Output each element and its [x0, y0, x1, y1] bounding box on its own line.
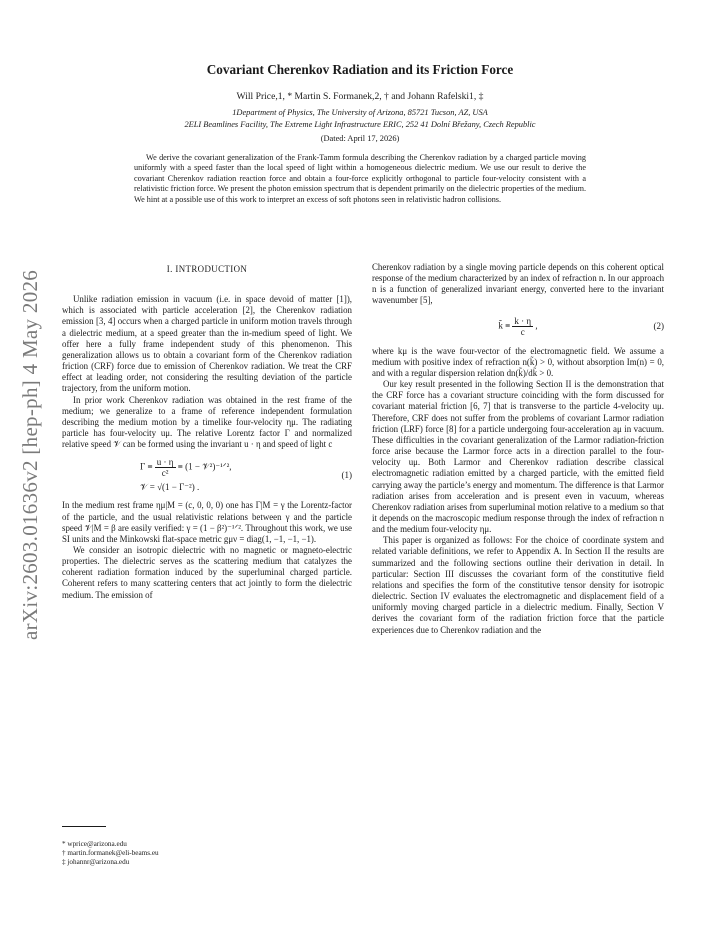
eq1-rhs: ≡ (1 − 𝒱²)⁻¹ᐟ², [177, 461, 232, 472]
right-paragraph-1: Cherenkov radiation by a single moving particle depends on this coherent optical response of the medium characterized by an index of refraction n. In our approach n is a function of generalized invariant energy, converted here to the invariant wavenumber [5], [372, 262, 664, 306]
eq2-denominator: c [520, 326, 525, 337]
date-line: (Dated: April 17, 2026) [320, 134, 400, 143]
author-list: Will Price,1, * Martin S. Formanek,2, † and Johann Rafelski1, ‡ [236, 91, 484, 102]
footnotes [62, 840, 159, 868]
eq1-lhs: Γ ≡ [140, 461, 153, 472]
equation-number-1: (1) [341, 470, 352, 481]
eq1-line-2: 𝒱 = √(1 − Γ⁻²) . [140, 482, 200, 493]
footnote-1: * wprice@arizona.edu [62, 840, 127, 848]
equation-1 [62, 457, 352, 493]
intro-paragraph-2: In prior work Cherenkov radiation was obtained in the rest frame of the medium; we generalize to a frame of reference independent formulation describing the medium motion by a timelike four-velocity ημ. The radiating particle has four-velocity uμ. The relative Lorentz factor Γ and normalized relative speed 𝒱 can be formed using the invariant u · η and speed of light c [62, 394, 352, 450]
equation-2 [372, 316, 664, 337]
section-heading: I. INTRODUCTION [166, 264, 248, 274]
arxiv-identifier: arXiv:2603.01636v2 [hep-ph] 4 May 2026 [18, 269, 42, 640]
footnote-2: † martin.formanek@eli-beams.eu [62, 849, 159, 858]
right-paragraph-2: where kμ is the wave four-vector of the electromagnetic field. We assume a medium with positive index of refraction n(k̃) > 0, without absorption Im(n) = 0, and with a regular dispersion relation dn(k̃)/dk̃ > 0. [372, 345, 664, 378]
intro-paragraph-3: In the medium rest frame ημ|M = (c, 0, 0, 0) one has Γ|M = γ the Lorentz-factor of the particle, and the usual relativistic relations between γ and the particle speed 𝒱|M = β are easily verified: γ = (1 − β²)⁻¹ᐟ². Throughout this work, we use SI units and the Minkowski flat-space metric gμν = diag(1, −1, −1, −1). [62, 500, 352, 544]
affiliation-1: 1Department of Physics, The University of Arizona, 85721 Tucson, AZ, USA [232, 108, 488, 117]
footnote-rule [62, 826, 106, 827]
eq2-tail: , [535, 320, 538, 331]
footnote-3: ‡ johannr@arizona.edu [62, 858, 130, 867]
eq1-denominator: c² [161, 468, 169, 479]
paper-title: Covariant Cherenkov Radiation and its Friction Force [206, 62, 514, 77]
right-column [372, 262, 664, 636]
abstract: We derive the covariant generalization of the Frank-Tamm formula describing the Cherenkov radiation by a charged particle moving uniformly with a speed faster than the local speed of light within a homogeneous dielectric medium. We use our result to derive the covariant Cherenkov radiation reaction force and obtain a four-force explicitly orthogonal to particle four-velocity consistent with a relativistic friction force. We present the photon emission spectrum that is dependent primarily on the dielectric properties of the medium. We hint at a possible use of this work to interpret an excess of soft photons seen in relativistic hadron collisions. [134, 153, 586, 204]
right-paragraph-3: Our key result presented in the following Section II is the demonstration that the CRF force has a covariant structure coinciding with the form discussed for covariant material friction [6, 7] that is transverse to the particle 4-velocity uμ. Therefore, CRF does not suffer from the problems of covariant Larmor radiation friction (LRF) force [8] for a particle undergoing four-acceleration aμ in vacuum. These difficulties in the covariant generalization of the Larmor radiation-friction force arise because the Larmor force acts in a direction parallel to the four-velocity uμ. Both Larmor and Cherenkov radiation describe classical electromagnetic radiation emitted by a charged particle, with the emitted field carrying away the particle’s energy and momentum. The difference is that Larmor radiation arises from acceleration and is present even in vacuum, whereas Cherenkov radiation arises from superluminal motion relative to a medium so that it depends on the macroscopic medium response through the index of refraction n and the medium four-velocity ημ. [372, 379, 664, 535]
affiliation-2: 2ELI Beamlines Facility, The Extreme Light Infrastructure ERIC, 252 41 Dolní Břežany, Czech Republic [184, 120, 536, 129]
left-column [62, 262, 352, 601]
eq1-fraction [155, 457, 176, 478]
eq2-lhs: k̃ ≡ [498, 320, 511, 331]
equation-number-2: (2) [653, 321, 664, 332]
right-paragraph-4: This paper is organized as follows: For the choice of coordinate system and related variable definitions, we refer to Appendix A. In Section II the results are summarized and the following sections outline their derivation in detail. In particular: Section III discusses the covariant form of the constitutive field relations and specifies the form of the constitutive tensor density for isotropic dielectric. Section IV evaluates the electromagnetic and displacement field of a uniformly moving charged particle in a dielectric medium. Finally, Section V derives the covariant form of the radiation friction force that the particle experiences due to Cherenkov radiation and the [372, 535, 664, 635]
intro-paragraph-4: We consider an isotropic dielectric with no magnetic or magneto-electric properties. The dielectric serves as the scattering medium that catalyzes the coherent radiation formation induced by the superluminal charged particle. Coherent refers to many scattering centers that act jointly to form the dielectric medium. The emission of [62, 544, 352, 600]
eq2-numerator: k · η [514, 315, 532, 326]
eq2-fraction [512, 316, 533, 337]
intro-paragraph-1: Unlike radiation emission in vacuum (i.e. in space devoid of matter [1]), which is associated with particle acceleration [2], the Cherenkov radiation emission [3, 4] occurs when a charged particle in uniform motion travels through a dielectric medium, at a speed greater than the in-medium speed of light. We offer here a fully frame independent study of this phenomenon. This generalization allows us to obtain a covariant form of the Cherenkov radiation friction (CRF) force due to emission of Cherenkov radiation. We treat the CRF effect at leading order, not considering the resulting deviation of the particle trajectory, from the uniform motion. [62, 294, 352, 394]
eq1-numerator: u · η [156, 457, 174, 468]
